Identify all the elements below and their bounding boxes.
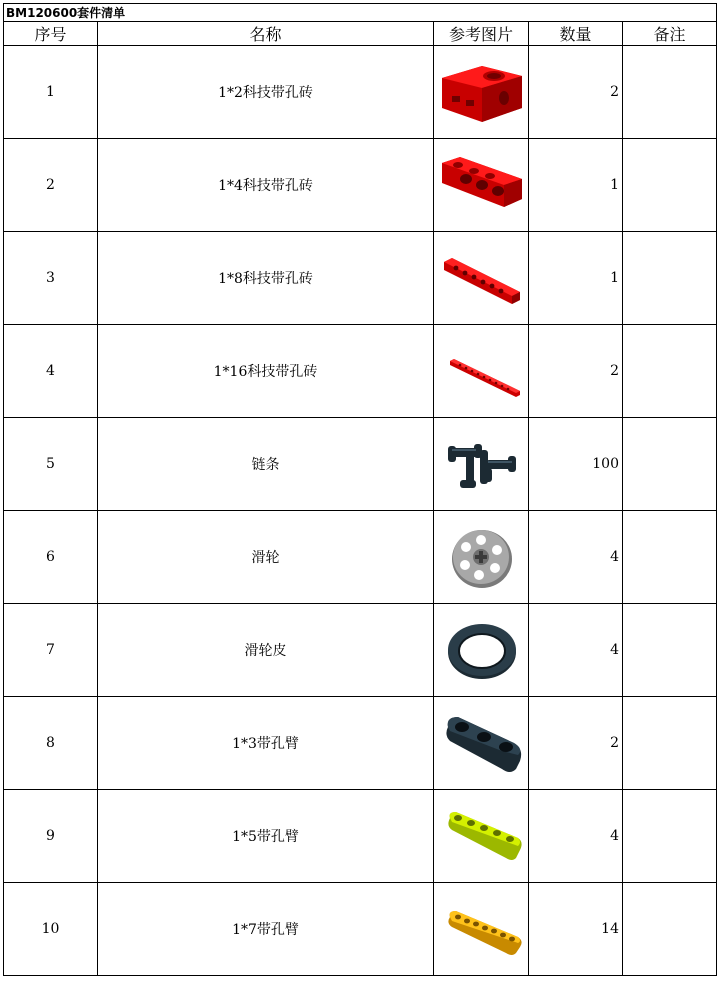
table-row — [4, 790, 717, 883]
item-index: 6 — [4, 511, 98, 604]
item-name: 1*2科技带孔砖 — [98, 46, 434, 139]
item-notes — [623, 325, 717, 418]
item-name: 滑轮 — [98, 511, 434, 604]
column-header-quantity: 数量 — [529, 22, 623, 46]
table-row — [4, 697, 717, 790]
table-row — [4, 232, 717, 325]
pulley-wheel-icon — [436, 521, 526, 593]
item-notes — [623, 883, 717, 976]
item-name: 1*3带孔臂 — [98, 697, 434, 790]
item-quantity: 4 — [529, 790, 623, 883]
item-name: 1*5带孔臂 — [98, 790, 434, 883]
technic-brick-1x2-icon — [436, 56, 526, 128]
technic-brick-1x4-icon — [436, 149, 526, 221]
item-index: 1 — [4, 46, 98, 139]
item-index: 10 — [4, 883, 98, 976]
item-index: 9 — [4, 790, 98, 883]
item-notes — [623, 604, 717, 697]
parts-table — [3, 3, 717, 976]
table-row — [4, 418, 717, 511]
item-index: 8 — [4, 697, 98, 790]
liftarm-1x5-icon — [436, 800, 526, 872]
item-notes — [623, 511, 717, 604]
item-name: 1*8科技带孔砖 — [98, 232, 434, 325]
item-name: 1*4科技带孔砖 — [98, 139, 434, 232]
item-notes — [623, 790, 717, 883]
table-row — [4, 139, 717, 232]
item-quantity: 100 — [529, 418, 623, 511]
item-quantity: 2 — [529, 325, 623, 418]
item-name: 1*7带孔臂 — [98, 883, 434, 976]
item-index: 3 — [4, 232, 98, 325]
table-row — [4, 883, 717, 976]
item-notes — [623, 697, 717, 790]
item-quantity: 2 — [529, 46, 623, 139]
column-header-notes: 备注 — [623, 22, 717, 46]
item-name: 滑轮皮 — [98, 604, 434, 697]
item-notes — [623, 232, 717, 325]
table-row — [4, 604, 717, 697]
column-header-index: 序号 — [4, 22, 98, 46]
technic-brick-1x8-icon — [436, 242, 526, 314]
item-notes — [623, 418, 717, 511]
item-index: 4 — [4, 325, 98, 418]
item-notes — [623, 139, 717, 232]
item-index: 7 — [4, 604, 98, 697]
column-header-image: 参考图片 — [434, 22, 529, 46]
technic-brick-1x16-icon — [436, 335, 526, 407]
item-quantity: 14 — [529, 883, 623, 976]
sheet-title: BM120600套件清单 — [4, 4, 717, 22]
table-row — [4, 325, 717, 418]
item-index: 5 — [4, 418, 98, 511]
item-quantity: 4 — [529, 511, 623, 604]
table-row — [4, 511, 717, 604]
item-quantity: 1 — [529, 139, 623, 232]
parts-list-sheet — [3, 3, 716, 976]
item-name: 1*16科技带孔砖 — [98, 325, 434, 418]
liftarm-1x3-icon — [436, 707, 526, 779]
item-quantity: 1 — [529, 232, 623, 325]
table-row — [4, 46, 717, 139]
item-quantity: 2 — [529, 697, 623, 790]
item-notes — [623, 46, 717, 139]
pulley-tire-icon — [436, 614, 526, 686]
item-quantity: 4 — [529, 604, 623, 697]
column-header-name: 名称 — [98, 22, 434, 46]
item-index: 2 — [4, 139, 98, 232]
item-name: 链条 — [98, 418, 434, 511]
liftarm-1x7-icon — [436, 893, 526, 965]
chain-link-icon — [436, 428, 526, 500]
